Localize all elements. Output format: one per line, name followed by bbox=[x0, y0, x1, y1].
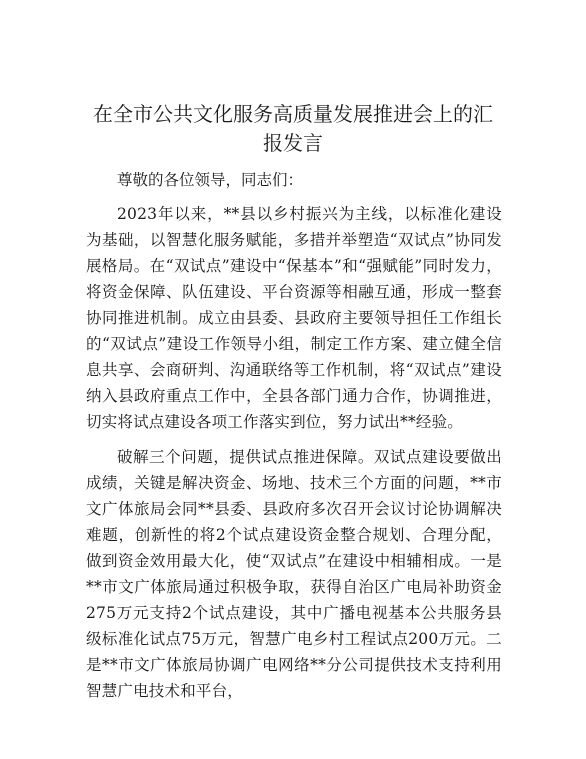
document-title: 在全市公共文化服务高质量发展推进会上的汇报发言 bbox=[93, 102, 493, 155]
body-paragraph-1: 2023年以来，**县以乡村振兴为主线，以标准化建设为基础，以智慧化服务赋能，多措并举塑造“双试点”协同发展格局。在“双试点”建设中“保基本”和“强赋能”同时发力，将资金保障、队伍建设、平台资源等相融互通，形成一整套协同推进机制。成立由县委、县政府主要领导担任工作组长的“双试点”建设工作领导小组，制定工作方案、建立健全信息共享、会商研判、沟通联络等工作机制，将“双试点”建设纳入县政府重点工作中，全县各部门通力合作，协调推进，切实将试点建设各项工作落实到位，努力试出**经验。 bbox=[86, 205, 502, 431]
salutation: 尊敬的各位领导，同志们： bbox=[117, 171, 304, 189]
body-paragraph-2: 破解三个问题，提供试点推进保障。双试点建设要做出成绩，关键是解决资金、场地、技术三个方面的问题，**市文广体旅局会同**县委、县政府多次召开会议讨论协调解决难题，创新性的将2个试点建设资金整合规划、合理分配，做到资金效用最大化，使“双试点”在建设中相辅相成。一是**市文广体旅局通过积极争取，获得自治区广电局补助资金275万元支持2个试点建设，其中广播电视基本公共服务县级标准化试点75万元，智慧广电乡村工程试点200万元。二是**市文广体旅局协调广电网络**分公司提供技术支持利用智慧广电技术和平台， bbox=[86, 448, 502, 700]
